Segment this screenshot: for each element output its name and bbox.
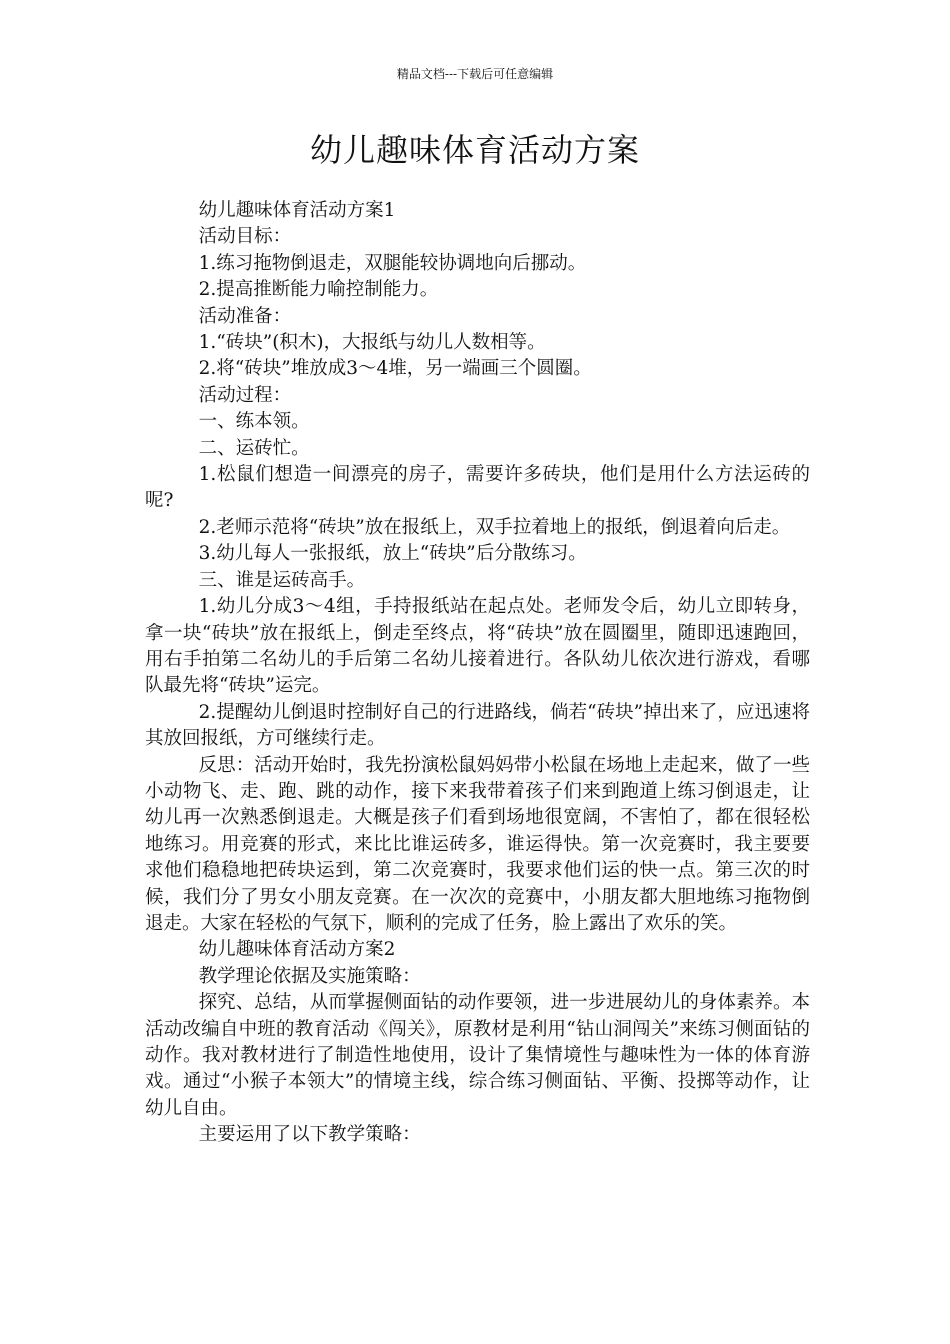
document-title: 幼儿趣味体育活动方案	[309, 131, 640, 169]
process-item: 1.松鼠们想造一间漂亮的房子，需要许多砖块，他们是用什么方法运砖的呢?	[145, 464, 810, 512]
process-item: 1.幼儿分成3～4组，手持报纸站在起点处。老师发令后，幼儿立即转身，拿一块“砖块”放在报纸上，倒走至终点，将“砖块”放在圆圈里，随即迅速跑回，用右手拍第二名幼儿的手后第二名幼儿接着进行。各队幼儿依次进行游戏，看哪队最先将“砖块”运完。	[145, 596, 810, 697]
theory-paragraph: 探究、总结，从而掌握侧面钻的动作要领，进一步进展幼儿的身体素养。本活动改编自中班的教育活动《闯关》，原教材是利用“钻山洞闯关”来练习侧面钻的动作。我对教材进行了制造性地使用，设计了集情境性与趣味性为一体的体育游戏。通过“小猴子本领大”的情境主线，综合练习侧面钻、平衡、投掷等动作，让幼儿自由。	[145, 992, 810, 1119]
process-step: 一、练本领。	[198, 411, 310, 433]
activity-preparation-heading: 活动准备：	[198, 305, 292, 327]
strategy-heading: 主要运用了以下教学策略：	[198, 1124, 421, 1146]
theory-heading: 教学理论依据及实施策略：	[198, 965, 421, 987]
goal-item: 1.练习拖物倒退走，双腿能较协调地向后挪动。	[198, 252, 587, 274]
document-body	[145, 198, 810, 1149]
section-heading-2: 幼儿趣味体育活动方案2	[198, 939, 396, 961]
process-step: 三、谁是运砖高手。	[198, 569, 366, 591]
section-heading-1: 幼儿趣味体育活动方案1	[198, 200, 396, 221]
goal-item: 2.提高推断能力喻控制能力。	[198, 279, 439, 301]
reflection-paragraph: 反思：活动开始时，我先扮演松鼠妈妈带小松鼠在场地上走起来，做了一些小动物飞、走、跑、跳的动作，接下来我带着孩子们来到跑道上练习倒退走，让幼儿再一次熟悉倒退走。大概是孩子们看到场地很宽阔，不害怕了，都在很轻松地练习。用竞赛的形式，来比比谁运砖多，谁运得快。第一次竞赛时，我主要要求他们稳稳地把砖块运到，第二次竞赛时，我要求他们运的快一点。第三次的时候，我们分了男女小朋友竞赛。在一次次的竞赛中，小朋友都大胆地练习拖物倒退走。大家在轻松的气氛下，顺利的完成了任务，脸上露出了欢乐的笑。	[145, 754, 810, 934]
process-step: 二、运砖忙。	[198, 437, 310, 459]
process-item: 3.幼儿每人一张报纸，放上“砖块”后分散练习。	[198, 543, 587, 565]
process-item: 2.提醒幼儿倒退时控制好自己的行进路线，倘若“砖块”掉出来了，应迅速将其放回报纸，方可继续行走。	[145, 701, 810, 750]
activity-process-heading: 活动过程：	[198, 384, 292, 406]
preparation-item: 2.将“砖块”堆放成3～4堆，另一端画三个圆圈。	[198, 358, 592, 380]
preparation-item: 1.“砖块”(积木)，大报纸与幼儿人数相等。	[198, 332, 546, 354]
activity-goals-heading: 活动目标：	[198, 226, 292, 248]
page-header: 精品文档---下载后可任意编辑	[396, 67, 554, 81]
process-item: 2.老师示范将“砖块”放在报纸上，双手拉着地上的报纸，倒退着向后走。	[198, 516, 791, 538]
